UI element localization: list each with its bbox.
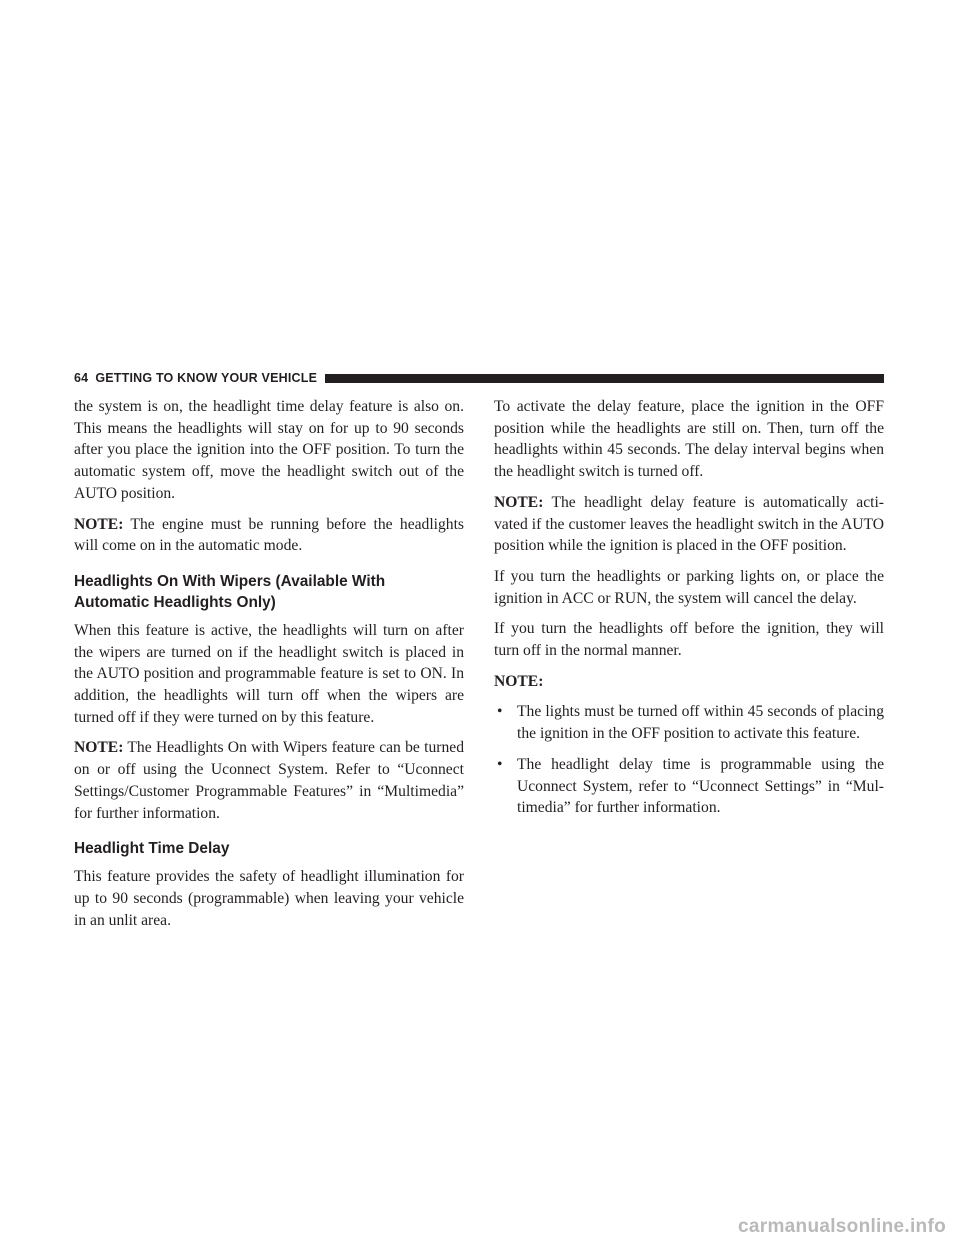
list-item: [494, 754, 884, 819]
note-heading: NOTE:: [494, 672, 544, 690]
watermark-text: carmanualsonline.info: [738, 1216, 946, 1237]
list-item: [494, 701, 884, 744]
heading-headlights-on-with-wipers: Headlights On With Wipers (Available With Automatic Headlights Only): [74, 572, 386, 611]
note-label: NOTE:: [74, 515, 124, 533]
header-rule: [325, 374, 884, 383]
intro-paragraph: the system is on, the headlight time delay feature is also on. This means the headlights will stay on for up to 90 seconds after you place the ignition into the OFF position. To turn the automatic system off, move the headlight switch out of the AUTO position.: [74, 398, 464, 502]
section-title: GETTING TO KNOW YOUR VEHICLE: [95, 371, 318, 385]
activate-delay-paragraph: To activate the delay feature, place the ignition in the OFF position while the headlights are still on. Then, turn off the headlights within 45 seconds. The delay interval begins when the headlight switch is turned off.: [494, 398, 884, 481]
page-header: [74, 370, 884, 386]
bullet-text: The lights must be turned off within 45 seconds of placing the ignition in the OFF position to activate this feature.: [517, 703, 884, 743]
note-auto-activation: [494, 492, 884, 557]
bullet-text: The headlight delay time is programmable using the Uconnect System, refer to “Uconnect Settings” in “Mul-timedia” for further information.: [517, 755, 884, 817]
note-text: The engine must be running before the headlights will come on in the automatic mode.: [74, 515, 464, 555]
bullet-icon: •: [497, 703, 503, 721]
note-label: NOTE:: [74, 739, 124, 757]
bullet-icon: •: [497, 755, 503, 773]
cancel-delay-paragraph: If you turn the headlights or parking lights on, or place the ignition in ACC or RUN, the system will cancel the delay.: [494, 567, 884, 607]
time-delay-paragraph: This feature provides the safety of headlight illumination for up to 90 seconds (programmable) when leaving your vehicle in an unlit area.: [74, 868, 464, 929]
note-bullet-list: [494, 701, 884, 819]
note-engine-running: [74, 514, 464, 557]
note-text: The Headlights On with Wipers feature can be turned on or off using the Uconnect System. Refer to “Uconnect Settings/Customer Programmable Features” in “Multimedia” for further information.: [74, 739, 464, 822]
normal-manner-paragraph: If you turn the headlights off before the ignition, they will turn off in the normal manner.: [494, 620, 884, 660]
right-column: [494, 396, 884, 828]
wipers-paragraph: When this feature is active, the headlights will turn on after the wipers are turned on if the headlight switch is placed in the AUTO position and programmable feature is set to ON. In addition, the headlights will turn off when the wipers are turned off if they were turned on by this feature.: [74, 621, 464, 726]
heading-headlight-time-delay: Headlight Time Delay: [74, 840, 230, 858]
note-label: NOTE:: [494, 493, 544, 511]
left-column: [74, 396, 464, 940]
page-number: 64: [74, 371, 89, 385]
note-wipers-feature: [74, 737, 464, 824]
note-text: The headlight delay feature is automatically acti-vated if the customer leaves the headlight switch in the AUTO position while the ignition is placed in the OFF position.: [494, 493, 884, 555]
